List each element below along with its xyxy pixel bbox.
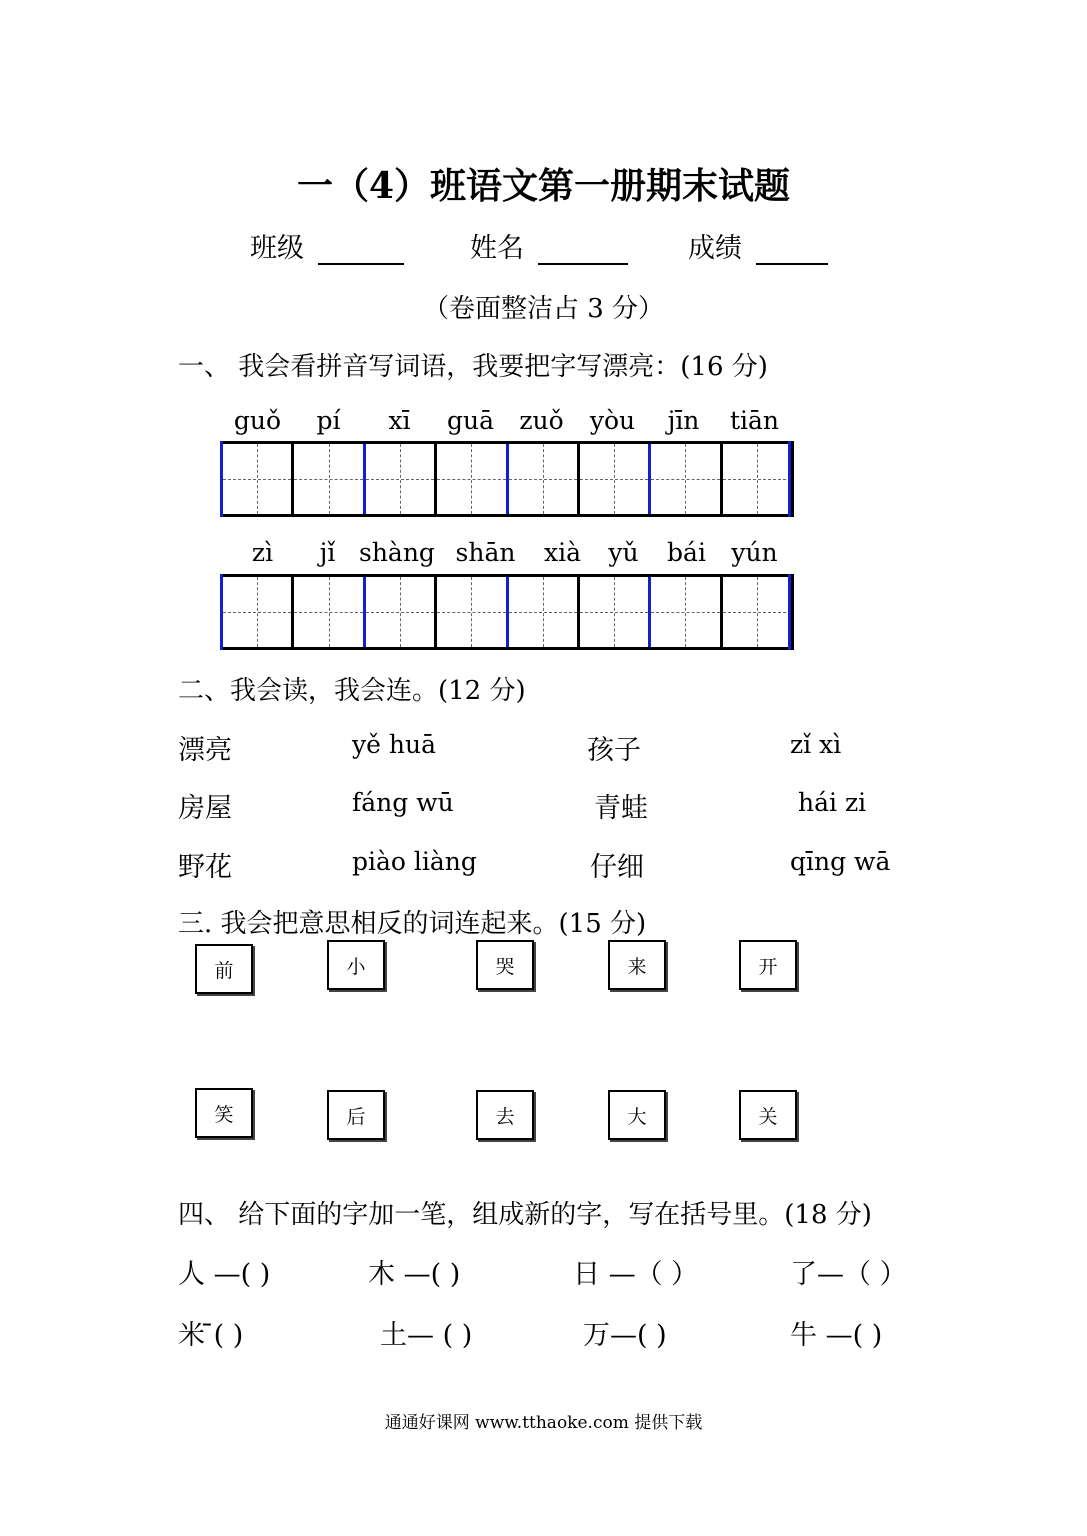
match-pinyin[interactable]: zǐ xì bbox=[790, 730, 842, 759]
class-field bbox=[250, 226, 404, 265]
pinyin: zì bbox=[251, 538, 274, 567]
pinyin: xià bbox=[544, 538, 581, 567]
grid-cell[interactable] bbox=[506, 444, 577, 514]
match-pinyin[interactable]: piào liàng bbox=[352, 847, 477, 876]
grid-left-edge bbox=[220, 574, 223, 650]
score-blank[interactable] bbox=[756, 237, 828, 265]
grid-cell[interactable] bbox=[434, 577, 505, 647]
grid-cell[interactable] bbox=[363, 444, 434, 514]
grid-cell[interactable] bbox=[223, 444, 291, 514]
add-stroke-item[interactable]: 牛 —( ) bbox=[790, 1320, 883, 1351]
opposite-box-top[interactable]: 前 bbox=[195, 944, 253, 994]
pinyin: pí bbox=[316, 406, 341, 435]
grid-cell[interactable] bbox=[291, 577, 362, 647]
pinyin: jǐ bbox=[319, 538, 336, 567]
pinyin: guā bbox=[446, 406, 494, 435]
grid-cell[interactable] bbox=[720, 444, 791, 514]
grid-cell[interactable] bbox=[506, 577, 577, 647]
grid-cell[interactable] bbox=[291, 444, 362, 514]
footer-credit: 通通好课网 www.tthaoke.com 提供下载 bbox=[384, 1413, 703, 1433]
section3-heading: 三. 我会把意思相反的词连起来。(15 分) bbox=[178, 909, 647, 939]
name-blank[interactable] bbox=[538, 237, 628, 265]
opposite-box-top[interactable]: 哭 bbox=[476, 940, 534, 990]
section2-heading: 二、我会读，我会连。(12 分) bbox=[178, 676, 526, 706]
neatness-note: （卷面整洁占 3 分） bbox=[422, 294, 665, 324]
pinyin: yǔ bbox=[608, 538, 639, 567]
pinyin: xī bbox=[388, 406, 411, 435]
pinyin: guǒ bbox=[233, 406, 282, 435]
match-word[interactable]: 房屋 bbox=[178, 793, 232, 824]
add-stroke-item[interactable]: 米 ̄( ) bbox=[178, 1320, 244, 1351]
match-word[interactable]: 仔细 bbox=[590, 852, 644, 883]
add-stroke-item[interactable]: 日 —（ ） bbox=[573, 1259, 699, 1290]
grid-cell[interactable] bbox=[720, 577, 791, 647]
grid-cell[interactable] bbox=[577, 444, 648, 514]
pinyin: yún bbox=[731, 538, 778, 567]
name-field bbox=[470, 226, 628, 265]
match-pinyin[interactable]: fáng wū bbox=[352, 788, 454, 817]
pinyin: jīn bbox=[667, 406, 700, 435]
grid-right-edge bbox=[788, 574, 791, 650]
pinyin: bái bbox=[667, 538, 706, 567]
name-label: 姓名 bbox=[470, 233, 524, 264]
grid-cell[interactable] bbox=[648, 577, 719, 647]
section4-heading: 四、 给下面的字加一笔，组成新的字，写在括号里。(18 分) bbox=[178, 1200, 872, 1230]
opposite-box-bottom[interactable]: 去 bbox=[476, 1090, 534, 1140]
pinyin: zuǒ bbox=[519, 406, 564, 435]
class-label: 班级 bbox=[250, 233, 304, 264]
add-stroke-item[interactable]: 木 —( ) bbox=[368, 1259, 461, 1290]
match-pinyin[interactable]: hái zi bbox=[798, 788, 867, 817]
match-word[interactable]: 漂亮 bbox=[178, 735, 232, 766]
grid-right-edge bbox=[788, 441, 791, 517]
pinyin: shàng bbox=[359, 538, 435, 567]
match-word[interactable]: 野花 bbox=[178, 852, 232, 883]
add-stroke-item[interactable]: 土— ( ) bbox=[380, 1320, 473, 1351]
writing-grid-2[interactable] bbox=[220, 574, 794, 650]
writing-grid-1[interactable] bbox=[220, 441, 794, 517]
add-stroke-item[interactable]: 人 —( ) bbox=[178, 1259, 271, 1290]
grid-cell[interactable] bbox=[223, 577, 291, 647]
match-pinyin[interactable]: qīng wā bbox=[790, 847, 891, 876]
opposite-box-bottom[interactable]: 笑 bbox=[195, 1088, 253, 1138]
opposite-box-bottom[interactable]: 后 bbox=[327, 1090, 385, 1140]
grid-left-edge bbox=[220, 441, 223, 517]
page-title: 一（4）班语文第一册期末试题 bbox=[296, 165, 791, 207]
add-stroke-item[interactable]: 万—( ) bbox=[583, 1320, 667, 1351]
opposite-box-top[interactable]: 开 bbox=[739, 940, 797, 990]
pinyin: tiān bbox=[729, 406, 780, 435]
grid-cell[interactable] bbox=[648, 444, 719, 514]
add-stroke-item[interactable]: 了—（ ） bbox=[790, 1259, 907, 1290]
score-label: 成绩 bbox=[688, 233, 742, 264]
match-pinyin[interactable]: yě huā bbox=[352, 730, 436, 759]
grid-cell[interactable] bbox=[434, 444, 505, 514]
class-blank[interactable] bbox=[318, 237, 404, 265]
grid-cell[interactable] bbox=[577, 577, 648, 647]
match-word[interactable]: 青蛙 bbox=[594, 793, 648, 824]
grid-cell[interactable] bbox=[363, 577, 434, 647]
section1-heading: 一、 我会看拼音写词语，我要把字写漂亮：(16 分) bbox=[178, 352, 768, 382]
pinyin: shān bbox=[455, 538, 516, 567]
match-word[interactable]: 孩子 bbox=[587, 735, 641, 766]
score-field bbox=[688, 226, 828, 265]
opposite-box-top[interactable]: 小 bbox=[327, 940, 385, 990]
pinyin-row-2 bbox=[222, 538, 792, 568]
pinyin-row-1 bbox=[222, 406, 792, 436]
opposite-box-top[interactable]: 来 bbox=[608, 940, 666, 990]
pinyin: yòu bbox=[589, 406, 636, 435]
opposite-box-bottom[interactable]: 关 bbox=[739, 1090, 797, 1140]
opposite-box-bottom[interactable]: 大 bbox=[608, 1090, 666, 1140]
